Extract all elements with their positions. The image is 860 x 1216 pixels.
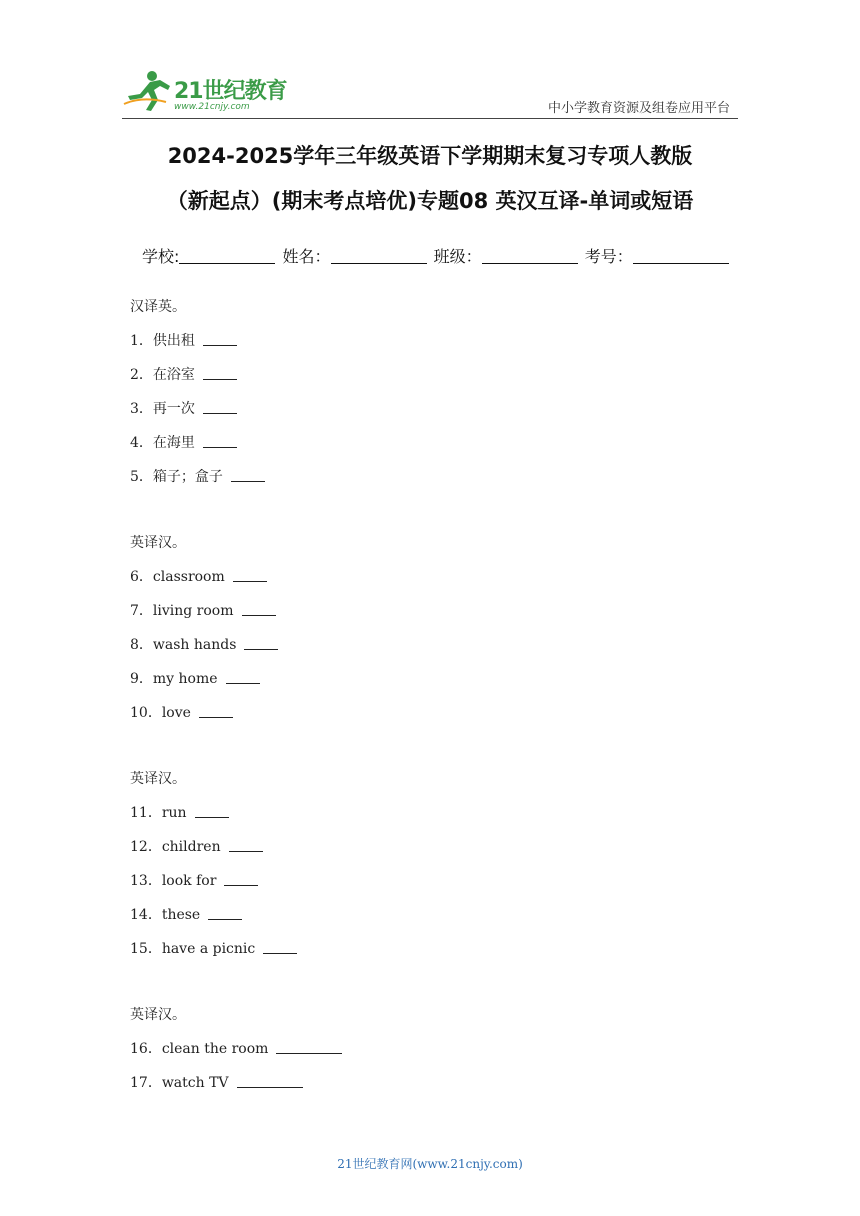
answer-blank[interactable] [208, 905, 242, 920]
question-item [130, 796, 730, 830]
answer-blank[interactable] [203, 433, 237, 448]
question-item [130, 460, 730, 494]
class-blank[interactable] [482, 247, 578, 264]
answer-blank[interactable] [233, 567, 267, 582]
question-text: 12．children [130, 839, 221, 855]
answer-blank[interactable] [203, 365, 237, 380]
question-item [130, 594, 730, 628]
title-line-2: （新起点）(期末考点培优)专题08 英汉互译-单词或短语 [166, 189, 694, 213]
question-text: 7．living room [130, 603, 234, 619]
answer-blank[interactable] [242, 601, 276, 616]
question-item [130, 864, 730, 898]
question-text: 11．run [130, 805, 187, 821]
question-text: 6．classroom [130, 569, 225, 585]
question-item [130, 662, 730, 696]
answer-blank[interactable] [229, 837, 263, 852]
runner-logo-icon [122, 66, 172, 112]
logo [122, 66, 292, 116]
platform-label: 中小学教育资源及组卷应用平台 [547, 101, 730, 116]
question-text: 3．再一次 [130, 401, 195, 417]
question-text: 16．clean the room [130, 1041, 269, 1057]
question-item [130, 358, 730, 392]
question-item [130, 932, 730, 966]
question-text: 4．在海里 [130, 435, 195, 451]
question-text: 8．wash hands [130, 637, 237, 653]
answer-blank[interactable] [199, 703, 233, 718]
question-item [130, 696, 730, 730]
answer-blank[interactable] [226, 669, 260, 684]
question-item [130, 830, 730, 864]
header-divider [122, 118, 738, 119]
number-label: 考号： [584, 247, 633, 266]
class-label: 班级： [433, 247, 482, 266]
school-blank[interactable] [179, 247, 275, 264]
section-heading: 汉译英。 [130, 299, 186, 315]
name-blank[interactable] [331, 247, 427, 264]
answer-blank[interactable] [203, 331, 237, 346]
question-item [130, 426, 730, 460]
question-item [130, 560, 730, 594]
section-heading: 英译汉。 [130, 1007, 186, 1023]
question-text: 13．look for [130, 873, 217, 889]
answer-blank[interactable] [276, 1039, 342, 1054]
question-item [130, 392, 730, 426]
number-blank[interactable] [633, 247, 729, 264]
question-text: 17．watch TV [130, 1075, 229, 1091]
answer-blank[interactable] [203, 399, 237, 414]
question-text: 2．在浴室 [130, 367, 195, 383]
question-item [130, 1032, 730, 1066]
question-item [130, 1066, 730, 1100]
question-item [130, 628, 730, 662]
question-text: 5．箱子；盒子 [130, 469, 223, 485]
section-heading: 英译汉。 [130, 771, 186, 787]
answer-blank[interactable] [231, 467, 265, 482]
question-text: 10．love [130, 705, 191, 721]
answer-blank[interactable] [263, 939, 297, 954]
answer-blank[interactable] [195, 803, 229, 818]
student-info [142, 244, 731, 267]
question-text: 1．供出租 [130, 333, 195, 349]
school-label: 学校: [142, 247, 180, 266]
answer-blank[interactable] [224, 871, 258, 886]
title-line-1: 2024-2025学年三年级英语下学期期末复习专项人教版 [167, 144, 693, 168]
question-item [130, 324, 730, 358]
logo-text: 21世纪教育 [174, 79, 287, 104]
answer-blank[interactable] [244, 635, 278, 650]
question-item [130, 898, 730, 932]
name-label: 姓名： [282, 247, 331, 266]
question-text: 15．have a picnic [130, 941, 256, 957]
question-text: 9．my home [130, 671, 218, 687]
question-content [130, 290, 730, 1100]
section-heading: 英译汉。 [130, 535, 186, 551]
question-text: 14．these [130, 907, 201, 923]
logo-url: www.21cnjy.com [174, 102, 250, 112]
footer-link[interactable]: 21世纪教育网(www.21cnjy.com) [337, 1157, 523, 1171]
answer-blank[interactable] [237, 1073, 303, 1088]
